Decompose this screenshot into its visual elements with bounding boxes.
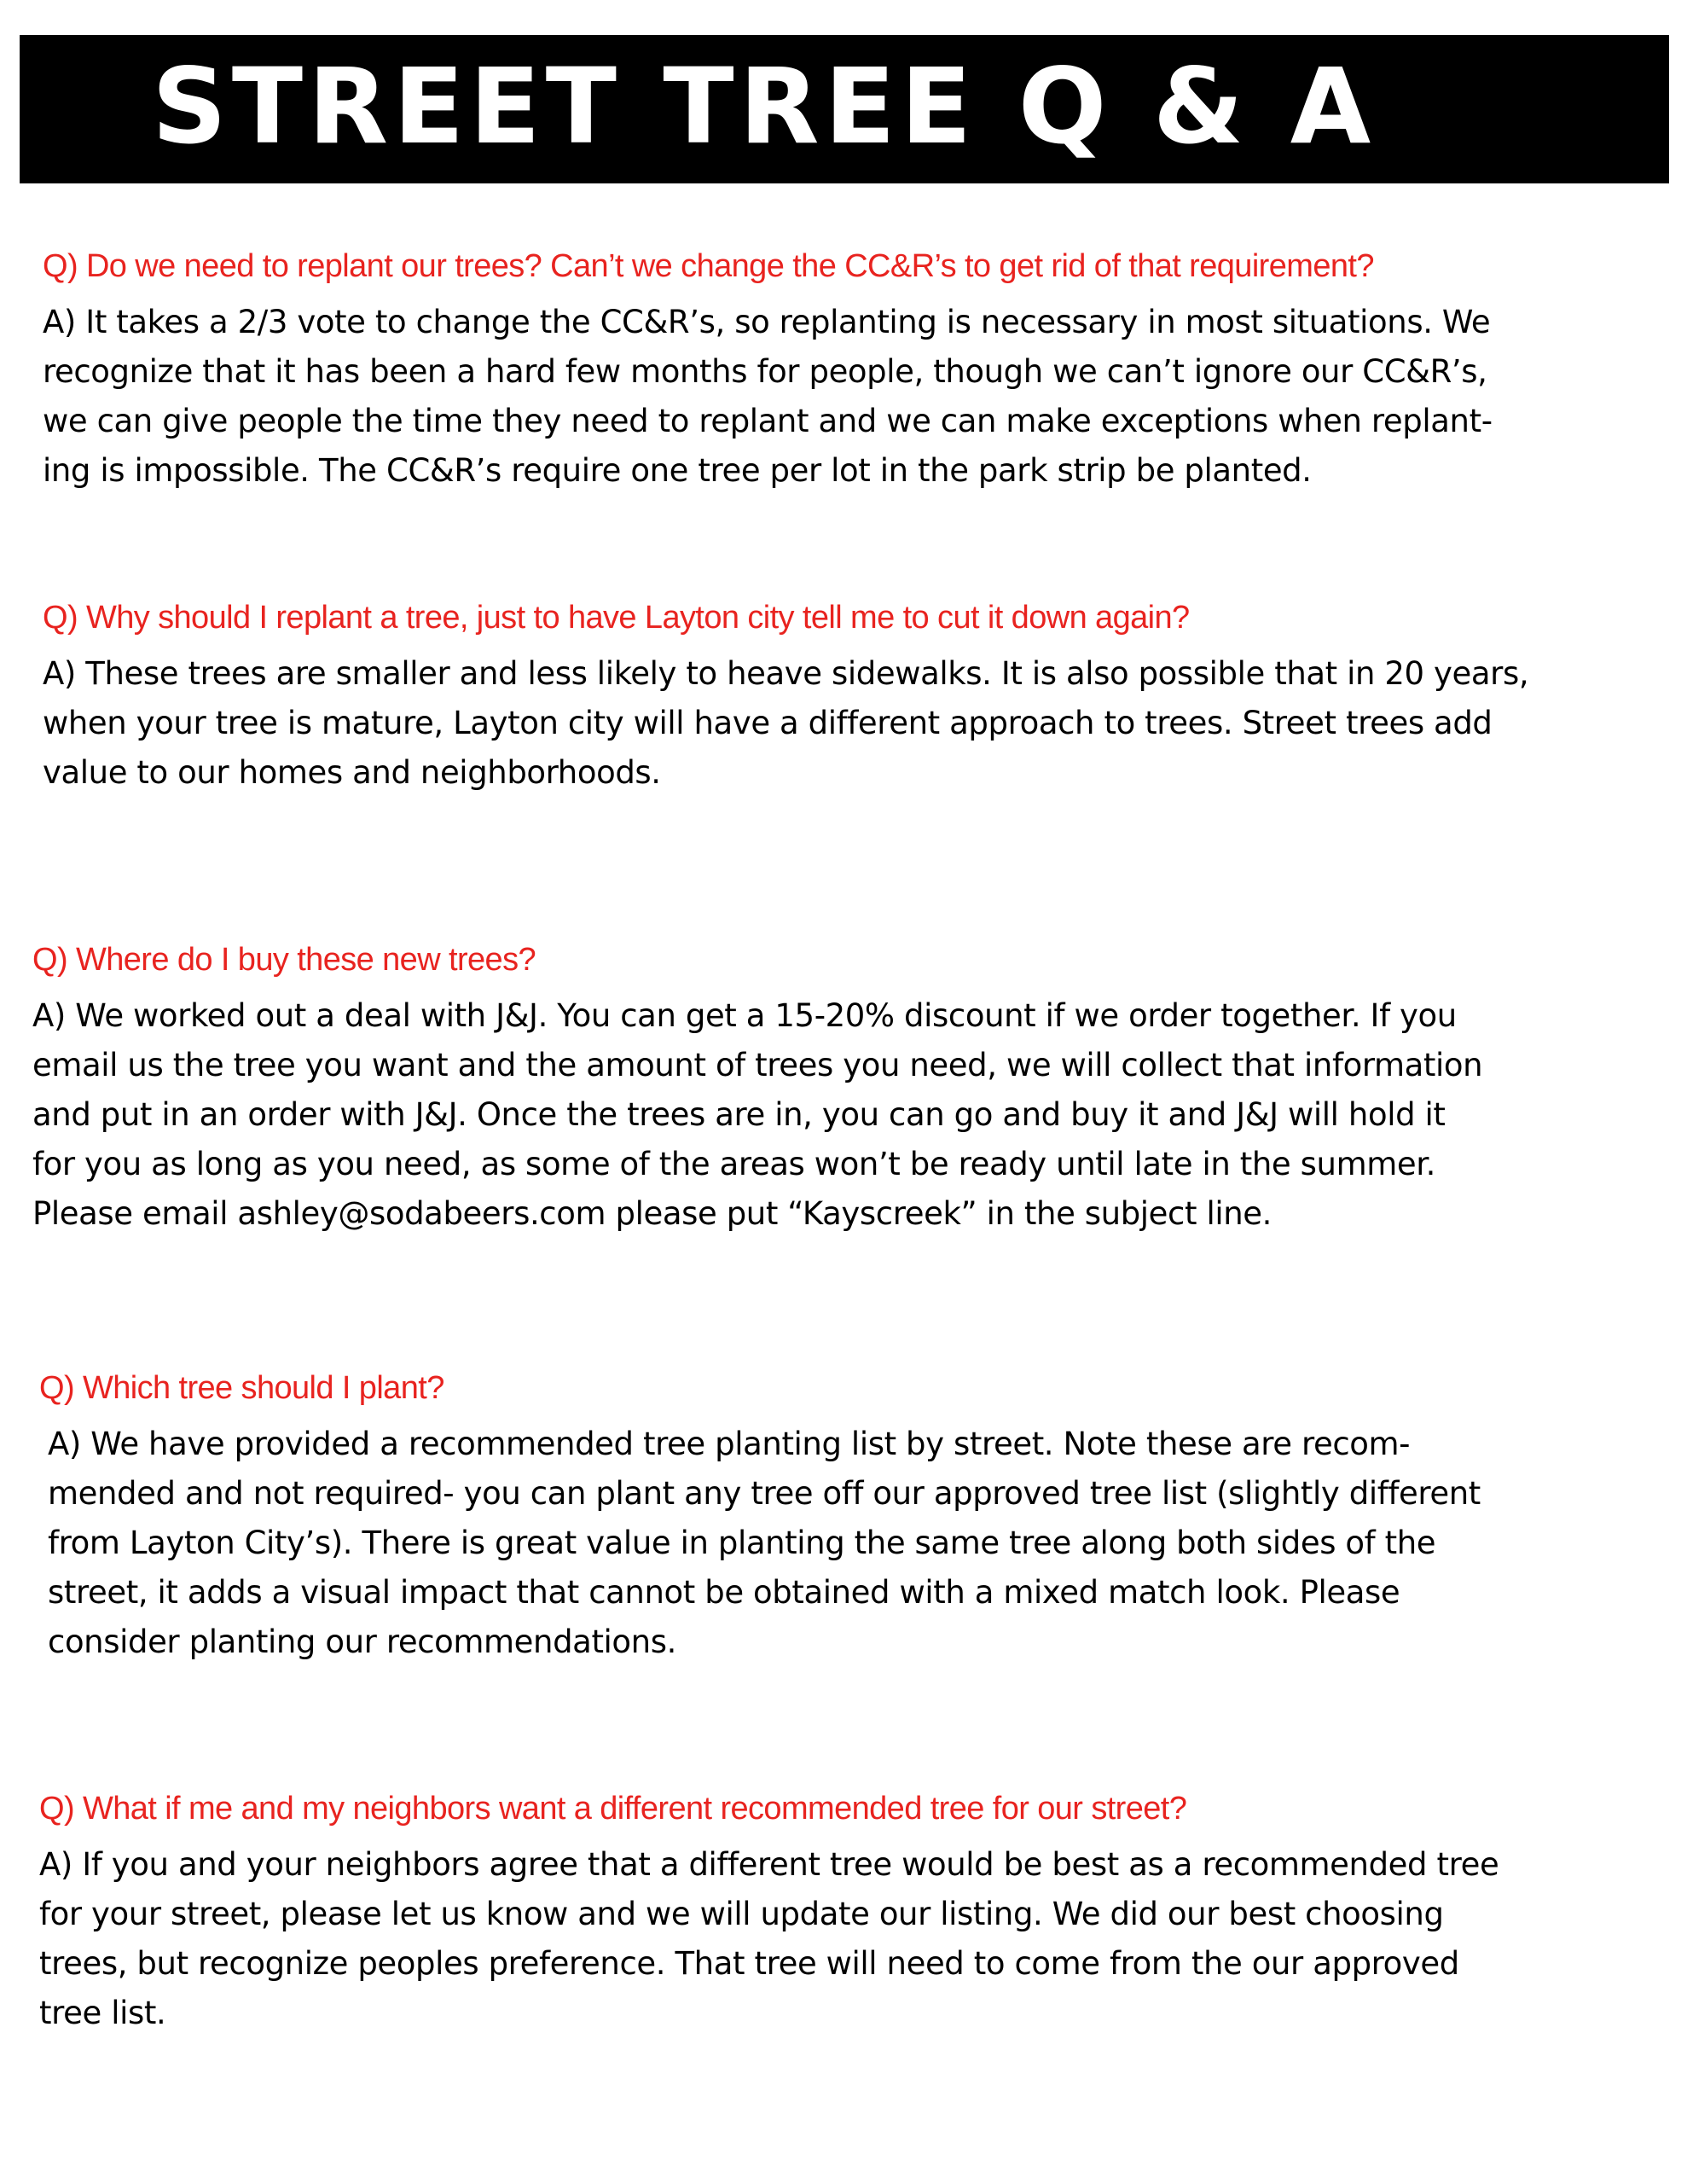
answer-line: and put in an order with J&J. Once the trees are in, you can go and buy it and J&J will hold it	[32, 1096, 1446, 1133]
page-title: STREET TREE Q & A	[152, 46, 1377, 167]
answer-line: A) If you and your neighbors agree that a different tree would be best as a recommended tree	[39, 1846, 1499, 1883]
question-text: Q) Which tree should I plant?	[39, 1370, 444, 1406]
answer-line: A) We worked out a deal with J&J. You can get a 15-20% discount if we order together. If you	[32, 997, 1457, 1034]
qa-item-replant-requirement	[43, 243, 1663, 496]
question-text: Q) Why should I replant a tree, just to have Layton city tell me to cut it down again?	[43, 600, 1190, 636]
answer-line: value to our homes and neighborhoods.	[43, 754, 661, 791]
question-text: Q) Where do I buy these new trees?	[32, 942, 536, 978]
answer-line: we can give people the time they need to replant and we can make exceptions when replant-	[43, 403, 1493, 439]
answer-line: for you as long as you need, as some of the areas won’t be ready until late in the summer.	[32, 1146, 1436, 1182]
qa-item-where-to-buy	[32, 937, 1653, 1239]
answer-line: email us the tree you want and the amount of trees you need, we will collect that information	[32, 1047, 1483, 1083]
answer-text	[43, 649, 1663, 798]
answer-line: ing is impossible. The CC&R’s require one tree per lot in the park strip be planted.	[43, 452, 1312, 489]
answer-line: A) It takes a 2/3 vote to change the CC&R’s, so replanting is necessary in most situations. We	[43, 304, 1491, 340]
answer-line: recognize that it has been a hard few months for people, though we can’t ignore our CC&R’s,	[43, 353, 1487, 390]
answer-line: mended and not required- you can plant any tree off our approved tree list (slightly different	[48, 1475, 1481, 1512]
answer-line: street, it adds a visual impact that cannot be obtained with a mixed match look. Please	[48, 1574, 1400, 1611]
question-text: Q) What if me and my neighbors want a different recommended tree for our street?	[39, 1791, 1187, 1827]
answer-line: consider planting our recommendations.	[48, 1623, 676, 1660]
answer-line: Please email ashley@sodabeers.com please put “Kayscreek” in the subject line.	[32, 1195, 1272, 1232]
answer-line: A) These trees are smaller and less likely to heave sidewalks. It is also possible that in 20 years,	[43, 655, 1529, 692]
qa-item-why-replant	[43, 595, 1663, 798]
answer-line: tree list.	[39, 1995, 166, 2031]
answer-line: for your street, please let us know and we will update our listing. We did our best choosing	[39, 1896, 1444, 1932]
answer-line: trees, but recognize peoples preference. That tree will need to come from the our approved	[39, 1945, 1459, 1982]
answer-text	[39, 1840, 1660, 2038]
answer-line: from Layton City’s). There is great value in planting the same tree along both sides of the	[48, 1525, 1436, 1561]
answer-line: A) We have provided a recommended tree planting list by street. Note these are recom-	[48, 1426, 1411, 1462]
qa-item-which-tree	[39, 1365, 1660, 1667]
answer-text	[43, 298, 1663, 496]
qa-item-different-tree	[39, 1786, 1660, 2038]
question-text: Q) Do we need to replant our trees? Can’t we change the CC&R’s to get rid of that requirement?	[43, 248, 1374, 284]
answer-text	[32, 991, 1653, 1239]
title-banner	[20, 35, 1669, 183]
answer-line: when your tree is mature, Layton city will have a different approach to trees. Street trees add	[43, 705, 1493, 741]
answer-text	[48, 1420, 1660, 1667]
